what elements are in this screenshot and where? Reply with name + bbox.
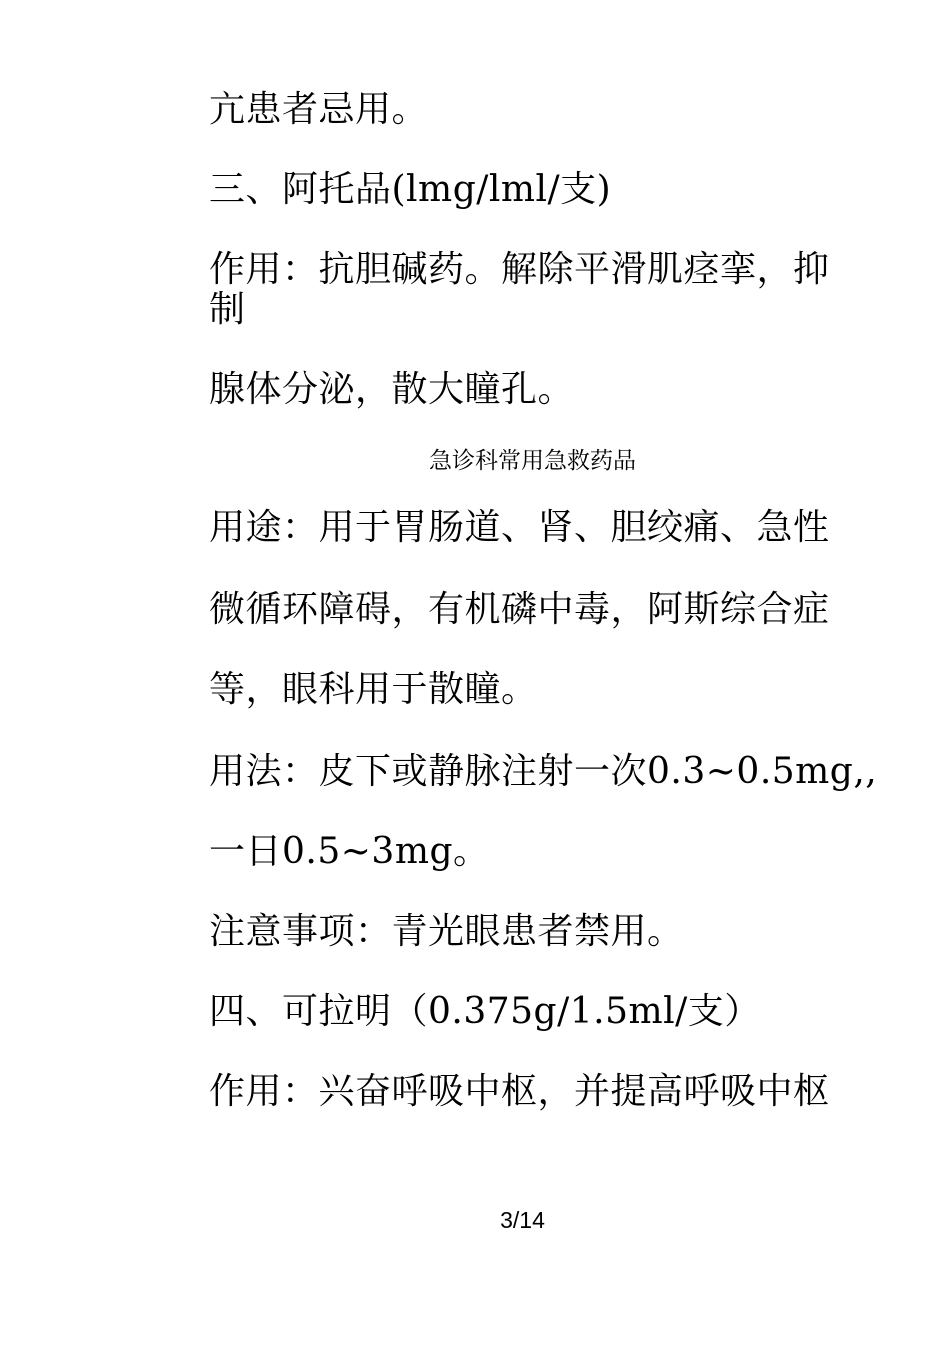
body-line-1: 亢患者忌用。: [209, 89, 429, 130]
body-line-5: 用途：用于胃肠道、肾、胆绞痛、急性: [209, 507, 830, 548]
body-line-3: 作用：抗胆碱药。解除平滑肌痉挛，抑制: [209, 249, 830, 330]
body-line-7: 等，眼科用于散瞳。: [209, 669, 538, 710]
body-line-10: 注意事项：青光眼患者禁用。: [209, 911, 684, 952]
body-line-11: 四、可拉明（0.375g/1.5ml/支）: [209, 991, 761, 1032]
body-line-4: 腺体分泌，散大瞳孔。: [209, 369, 575, 410]
page-number: 3/14: [500, 1207, 545, 1233]
running-header: 急诊科常用急救药品: [429, 448, 636, 474]
body-line-2: 三、阿托品(lmg/lml/支): [209, 169, 612, 210]
body-line-9: 一日0.5~3mg。: [209, 831, 490, 872]
body-line-8: 用法：皮下或静脉注射一次0.3~0.5mg,,: [209, 751, 878, 792]
body-line-6: 微循环障碍，有机磷中毒，阿斯综合症: [209, 589, 830, 630]
body-line-12: 作用：兴奋呼吸中枢，并提高呼吸中枢: [209, 1071, 830, 1112]
